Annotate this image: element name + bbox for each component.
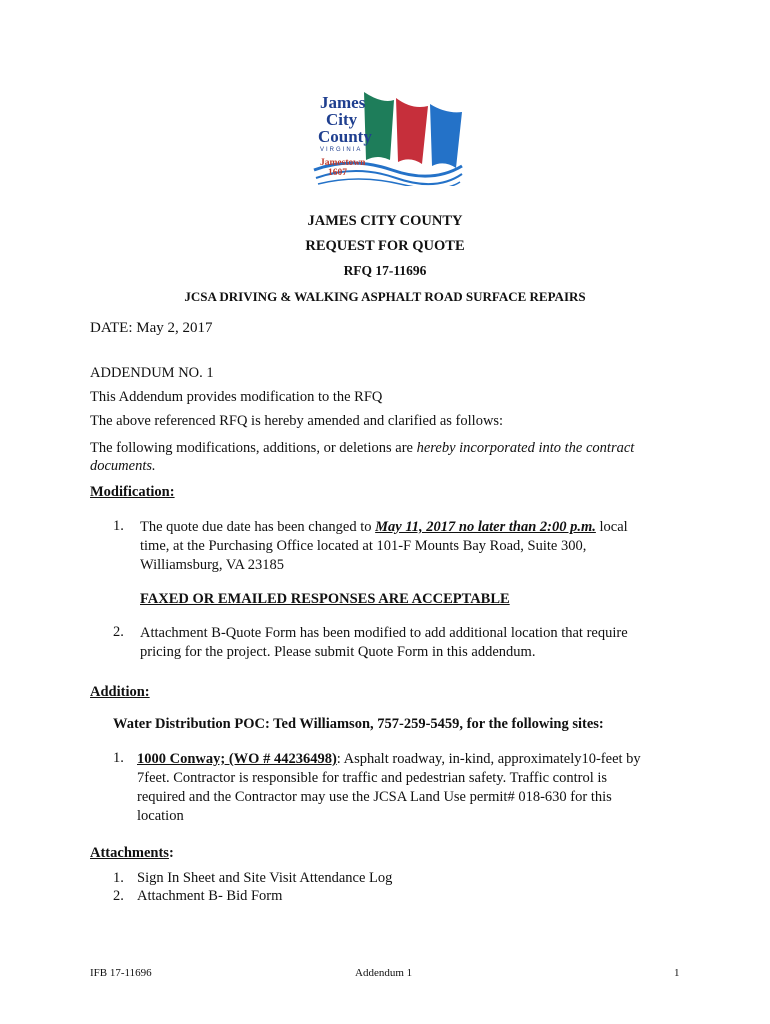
item1-line-3: Williamsburg, VA 23185 (140, 557, 285, 573)
logo-line-county: County (318, 127, 372, 146)
footer-left: IFB 17-11696 (90, 967, 152, 979)
item1-due-date: May 11, 2017 no later than 2:00 p.m. (375, 519, 596, 535)
intro-line-3 (90, 440, 634, 457)
intro-line-3-plain: The following modifications, additions, or deletions are (90, 440, 417, 456)
addition-item1-rest: : Asphalt roadway, in-kind, approximately10-feet by (336, 751, 641, 767)
modification-item-1-number: 1. (113, 518, 124, 534)
attachments-heading (90, 845, 174, 862)
attachment-item: Attachment B- Bid Form (137, 888, 283, 904)
intro-line-3-italic: hereby incorporated into the contract (416, 440, 635, 456)
attachment-item-number: 2. (113, 888, 124, 904)
addition-item-1 (137, 750, 697, 826)
faxed-notice: FAXED OR EMAILED RESPONSES ARE ACCEPTABLE (140, 591, 510, 607)
addition-site: 1000 Conway; (WO # 44236498) (137, 751, 337, 767)
modification-item-2 (140, 624, 700, 662)
intro-line-1: This Addendum provides modification to the RFQ (90, 389, 383, 405)
item2-line-1: Attachment B-Quote Form has been modified to add additional location that require (140, 625, 628, 641)
attachment-item: Sign In Sheet and Site Visit Attendance Log (137, 870, 393, 886)
logo-state: VIRGINIA (320, 147, 363, 153)
addition-item1-line-3: required and the Contractor may use the JCSA Land Use permit# 018-630 for this (137, 789, 612, 805)
county-logo (312, 90, 464, 186)
logo-line-city: City (326, 110, 358, 129)
addition-heading: Addition: (90, 684, 150, 700)
addition-item1-line-2: 7feet. Contractor is responsible for traffic and pedestrian safety. Traffic control is (137, 770, 608, 786)
logo-jamestown: Jamestown (320, 158, 366, 168)
addition-item-1-number: 1. (113, 750, 124, 766)
modification-item-2-number: 2. (113, 624, 124, 640)
addendum-number: ADDENDUM NO. 1 (90, 365, 214, 381)
intro-line-2: The above referenced RFQ is hereby amended and clarified as follows: (90, 413, 504, 429)
header-county: JAMES CITY COUNTY (307, 213, 463, 229)
page-number: 1 (674, 967, 680, 979)
attachments-heading-colon: : (168, 845, 174, 861)
modification-item-1 (140, 518, 700, 575)
attachments-heading-text: Attachments (90, 845, 169, 861)
intro-line-3-cont: documents. (90, 458, 156, 474)
water-poc: Water Distribution POC: Ted Williamson, 757-259-5459, for the following sites: (113, 716, 604, 732)
item1-text-pre: The quote due date has been changed to (140, 519, 376, 535)
item1-line-2: time, at the Purchasing Office located at 101-F Mounts Bay Road, Suite 300, (140, 538, 587, 554)
item2-line-2: pricing for the project. Please submit Quote Form in this addendum. (140, 644, 536, 660)
item1-text-post: local (595, 519, 628, 535)
footer-center: Addendum 1 (355, 967, 413, 979)
logo-year: 1607 (328, 168, 347, 178)
addition-item1-line-4: location (137, 808, 184, 824)
logo-line-james: James (320, 93, 366, 112)
header-project: JCSA DRIVING & WALKING ASPHALT ROAD SURFACE REPAIRS (184, 289, 586, 304)
header-rfq: RFQ 17-11696 (343, 263, 427, 278)
date-line: DATE: May 2, 2017 (90, 320, 213, 336)
modification-heading: Modification: (90, 484, 175, 500)
attachment-item-number: 1. (113, 870, 124, 886)
header-request: REQUEST FOR QUOTE (305, 238, 465, 254)
